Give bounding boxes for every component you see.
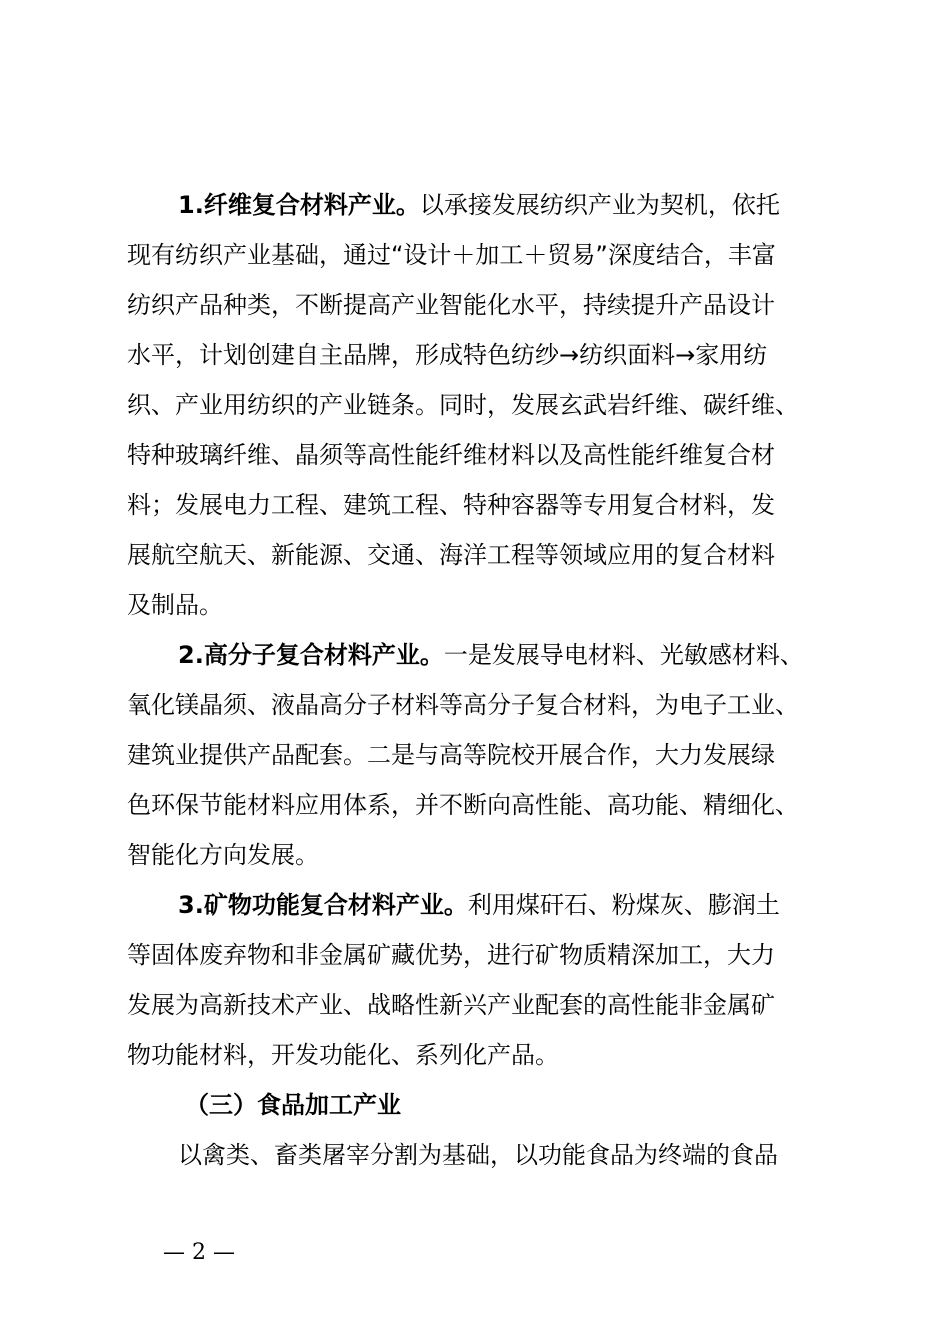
paragraph-1-line-8: 展航空航天、新能源、交通、海洋工程等领域应用的复合材料 bbox=[127, 541, 775, 569]
paragraph-1-line-1 bbox=[127, 180, 835, 230]
page-number: — 2 — bbox=[163, 1240, 235, 1265]
paragraph-1-line-3: 纺织产品种类，不断提高产业智能化水平，持续提升产品设计 bbox=[127, 291, 775, 319]
section-heading: （三）食品加工产业 bbox=[185, 1091, 401, 1119]
paragraph-1-text: 以承接发展纺织产业为契机，依托 bbox=[419, 191, 780, 219]
paragraph-1-line-6: 特种玻璃纤维、晶须等高性能纤维材料以及高性能纤维复合材 bbox=[127, 441, 775, 469]
paragraph-1-line-7: 料；发展电力工程、建筑工程、特种容器等专用复合材料，发 bbox=[127, 491, 775, 519]
paragraph-1-line-5: 织、产业用纺织的产业链条。同时，发展玄武岩纤维、碳纤维、 bbox=[127, 391, 799, 419]
body-text bbox=[127, 180, 835, 1180]
paragraph-1-line-4: 水平，计划创建自主品牌，形成特色纺纱→纺织面料→家用纺 bbox=[127, 341, 768, 369]
paragraph-2-text: 一是发展导电材料、光敏感材料、 bbox=[443, 641, 804, 669]
paragraph-3-heading: 3.矿物功能复合材料产业。 bbox=[178, 891, 468, 919]
paragraph-2-line-1 bbox=[127, 630, 835, 680]
paragraph-2-heading: 2.高分子复合材料产业。 bbox=[178, 641, 444, 669]
paragraph-3-line-2: 等固体废弃物和非金属矿藏优势，进行矿物质精深加工，大力 bbox=[127, 941, 775, 969]
paragraph-2-line-4: 色环保节能材料应用体系，并不断向高性能、高功能、精细化、 bbox=[127, 791, 799, 819]
paragraph-3-text: 利用煤矸石、粉煤灰、膨润土 bbox=[467, 891, 780, 919]
paragraph-1-line-9: 及制品。 bbox=[127, 591, 223, 619]
paragraph-2-line-5: 智能化方向发展。 bbox=[127, 841, 319, 869]
paragraph-3-line-3: 发展为高新技术产业、战略性新兴产业配套的高性能非金属矿 bbox=[127, 991, 775, 1019]
paragraph-3-line-1 bbox=[127, 880, 835, 930]
section-paragraph-line-1: 以禽类、畜类屠宰分割为基础，以功能食品为终端的食品 bbox=[178, 1141, 778, 1169]
paragraph-1-line-2: 现有纺织产业基础，通过“设计＋加工＋贸易”深度结合，丰富 bbox=[127, 241, 776, 269]
paragraph-3-line-4: 物功能材料，开发功能化、系列化产品。 bbox=[127, 1041, 559, 1069]
paragraph-2-line-2: 氧化镁晶须、液晶高分子材料等高分子复合材料，为电子工业、 bbox=[127, 691, 799, 719]
paragraph-2-line-3: 建筑业提供产品配套。二是与高等院校开展合作，大力发展绿 bbox=[127, 741, 775, 769]
paragraph-1-heading: 1.纤维复合材料产业。 bbox=[178, 191, 420, 219]
